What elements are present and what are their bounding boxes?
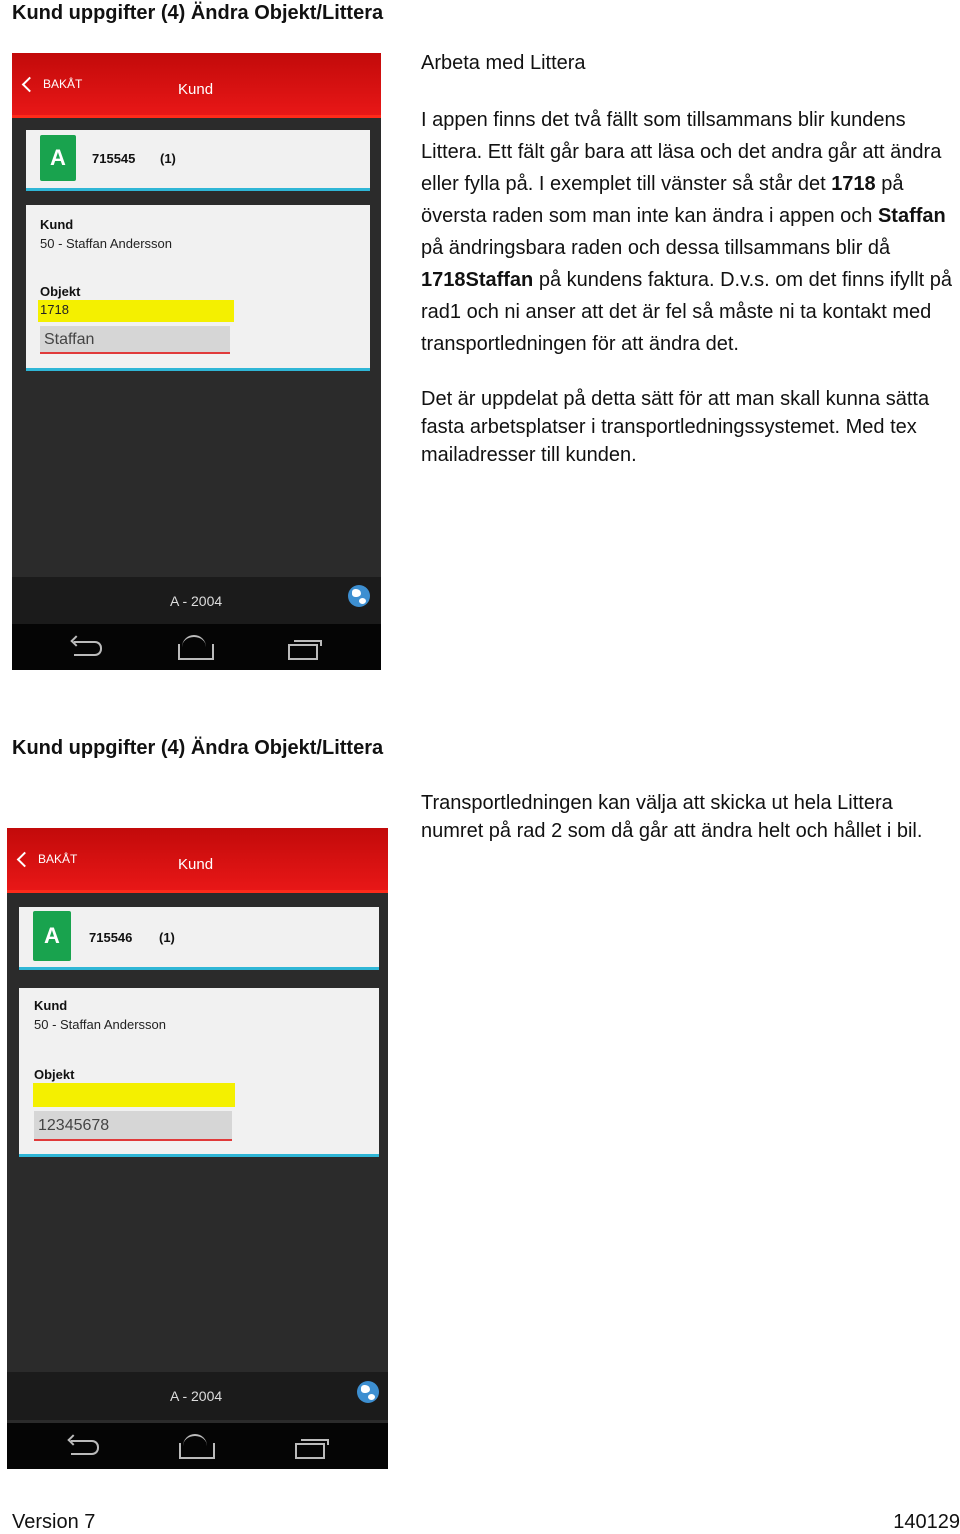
nav-back-icon[interactable] bbox=[71, 1440, 99, 1455]
section2-heading: Kund uppgifter (4) Ändra Objekt/Littera bbox=[12, 737, 384, 759]
order-number: 715546 bbox=[89, 930, 133, 945]
screen-title: Kund bbox=[178, 856, 214, 873]
back-button[interactable]: BAKÅT bbox=[24, 77, 82, 91]
kund-value: 50 - Staffan Andersson bbox=[34, 1017, 167, 1032]
phone-screenshot-1 bbox=[12, 53, 381, 670]
android-navbar bbox=[12, 624, 381, 670]
section2-paragraph: Transportledningen kan välja att skicka ut hela Littera numret på rad 2 som då går att ändra helt och hållet i bil. bbox=[421, 792, 923, 842]
section1-paragraph2: Det är uppdelat på detta sätt för att man skall kunna sätta fasta arbetsplatser i transportledningssystemet. Med tex mailadresser till kunden. bbox=[421, 388, 930, 466]
highlight-marker bbox=[33, 1083, 235, 1107]
android-navbar bbox=[7, 1423, 388, 1469]
globe-icon[interactable] bbox=[357, 1381, 379, 1403]
kund-label: Kund bbox=[34, 998, 68, 1013]
objekt-label: Objekt bbox=[34, 1067, 75, 1082]
nav-recent-icon[interactable] bbox=[295, 1443, 325, 1459]
footer-date: 140129 bbox=[893, 1511, 960, 1533]
nav-home-icon[interactable] bbox=[179, 1443, 215, 1459]
section1-subtitle: Arbeta med Littera bbox=[421, 52, 586, 74]
app-version: A - 2004 bbox=[170, 593, 223, 609]
kund-card bbox=[26, 205, 370, 278]
order-count: (1) bbox=[160, 151, 176, 166]
section1-heading: Kund uppgifter (4) Ändra Objekt/Littera bbox=[12, 2, 384, 24]
objekt-readonly-value: 1718 bbox=[40, 302, 69, 317]
back-button[interactable]: BAKÅT bbox=[19, 852, 77, 866]
kund-value: 50 - Staffan Andersson bbox=[40, 236, 173, 251]
status-badge: A bbox=[33, 911, 71, 961]
nav-home-icon[interactable] bbox=[178, 644, 214, 660]
order-card[interactable] bbox=[19, 907, 379, 970]
phone-screenshot-2 bbox=[7, 828, 388, 1469]
globe-icon[interactable] bbox=[348, 585, 370, 607]
section1-paragraph1: I appen finns det två fällt som tillsammans blir kundens Littera. Ett fält går bara att läsa och det andra går att ändra eller fylla på. I exemplet till vänster så står det 1718 på översta raden som man inte kan ändra i appen och Staffan på ändringsbara raden och dessa tillsammans blir då 1718Staffan på kundens faktura. D.v.s. om det finns ifyllt på rad1 och ni anser att det är fel så måste ni ta kontakt med transportledningen för att ändra det. bbox=[421, 109, 953, 355]
objekt-card bbox=[19, 1058, 379, 1157]
status-footer bbox=[12, 577, 381, 625]
nav-recent-icon[interactable] bbox=[288, 644, 318, 660]
kund-card bbox=[19, 988, 379, 1061]
objekt-input[interactable]: Staffan bbox=[40, 326, 230, 354]
chevron-left-icon bbox=[17, 851, 33, 867]
objekt-card bbox=[26, 275, 370, 371]
order-card[interactable] bbox=[26, 130, 370, 191]
order-count: (1) bbox=[159, 930, 175, 945]
objekt-input[interactable]: 12345678 bbox=[34, 1111, 232, 1141]
footer-version: Version 7 bbox=[12, 1511, 96, 1533]
status-footer bbox=[7, 1372, 388, 1420]
app-version: A - 2004 bbox=[170, 1388, 223, 1404]
status-badge: A bbox=[40, 135, 76, 181]
nav-back-icon[interactable] bbox=[74, 641, 102, 656]
kund-label: Kund bbox=[40, 217, 74, 232]
objekt-label: Objekt bbox=[40, 284, 81, 299]
screen-title: Kund bbox=[178, 81, 214, 98]
chevron-left-icon bbox=[22, 76, 38, 92]
order-number: 715545 bbox=[92, 151, 136, 166]
